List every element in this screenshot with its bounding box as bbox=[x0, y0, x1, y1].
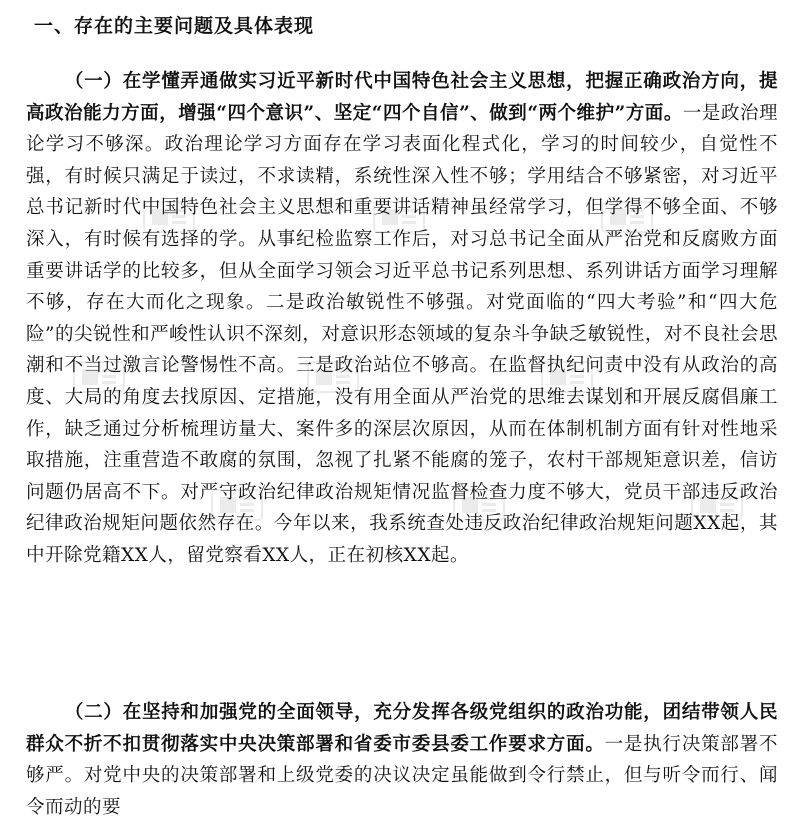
paragraph-two-lead: （二）在坚持和加强党的全面领导，充分发挥各级党组织的政治功能，团结带领人民群众不折不扣贯彻落实中央决策部署和省委市委县委工作要求方面。 bbox=[26, 702, 778, 755]
paragraph-one bbox=[26, 66, 778, 572]
paragraph-two bbox=[26, 697, 778, 823]
section-heading: 一、存在的主要问题及具体表现 bbox=[34, 15, 315, 37]
paragraph-one-body: 一是政治理论学习不够深。政治理论学习方面存在学习表面化程式化，学习的时间较少，自觉性不强，有时候只满足于读过，不求读精，系统性深入性不够；学用结合不够紧密，对习近平总书记新时代中国特色社会主义思想和重要讲话精神虽经常学习，但学得不够全面、不够深入，有时候有选择的学。从事纪检监察工作后，对习总书记全面从严治党和反腐败方面重要讲话学的比较多，但从全面学习领会习近平总书记系列思想、系列讲话方面学习理解不够，存在大而化之现象。二是政治敏锐性不够强。对党面临的“四大考验”和“四大危险”的尖锐性和严峻性认识不深刻，对意识形态领域的复杂斗争缺乏敏锐性，对不良社会思潮和不当过激言论警惕性不高。三是政治站位不够高。在监督执纪问责中没有从政治的高度、大局的角度去找原因、定措施，没有用全面从严治党的思维去谋划和开展反腐倡廉工作，缺乏通过分析梳理访量大、案件多的深层次原因，从而在体制机制方面有针对性地采取措施，注重营造不敢腐的氛围，忽视了扎紧不能腐的笼子，农村干部规矩意识差，信访问题仍居高不下。对严守政治纪律政治规矩情况监督检查力度不够大，党员干部违反政治纪律政治规矩问题依然存在。今年以来，我系统查处违反政治纪律政治规矩问题XX起，其中开除党籍XX人，留党察看XX人，正在初核XX起。 bbox=[26, 102, 778, 566]
paragraph-one-lead: （一）在学懂弄通做实习近平新时代中国特色社会主义思想，把握正确政治方向，提高政治能力方面，增强“四个意识”、坚定“四个自信”、做到“两个维护”方面。 bbox=[26, 71, 778, 124]
paragraph-two-body: 一是执行决策部署不够严。对党中央的决策部署和上级党委的决议决定虽能做到令行禁止，但与听令而行、闻令而动的要 bbox=[26, 733, 778, 818]
